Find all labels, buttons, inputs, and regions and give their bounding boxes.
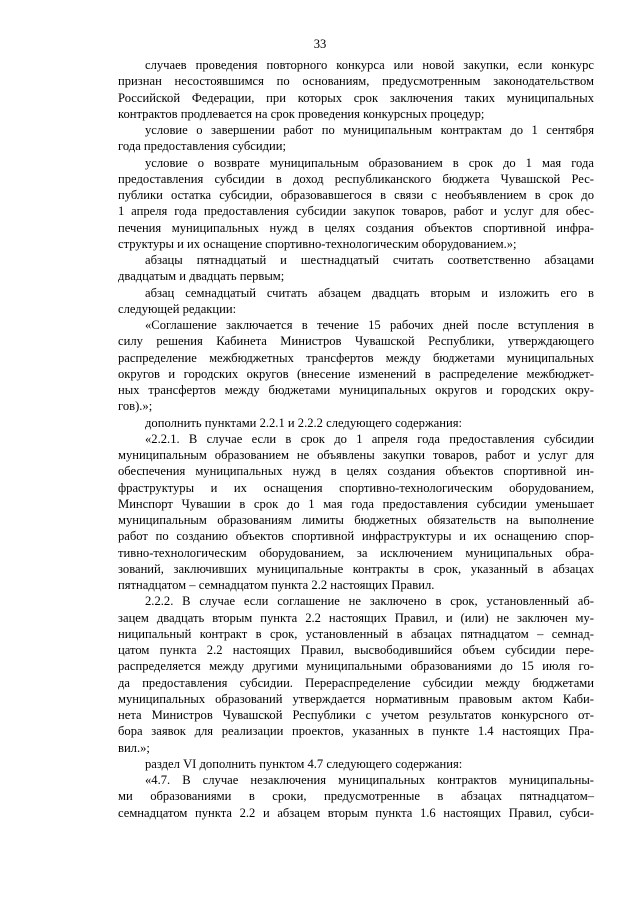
text-line: фраструктуры и их оснащения спортивно-технологическим оборудованием, <box>118 480 594 495</box>
text-line: муниципальных образований утверждается нормативным правовым актом Каби- <box>118 691 594 706</box>
text-line: зований, заключивших муниципальные контракты в срок, указанный в абзацах <box>118 561 594 576</box>
text-line: округов и городских округов (внесение изменений в распределение межбюджет- <box>118 366 594 381</box>
text-line: распределяется между другими муниципальными образованиями до 15 июля го- <box>118 659 594 674</box>
text-line: обеспечения муниципальных нужд в целях создания объектов спортивной ин- <box>118 464 594 479</box>
page-number: 33 <box>313 37 327 51</box>
text-line: ми образованиями в сроки, предусмотренные в абзацах пятнадцатом– <box>118 789 594 804</box>
text-line: муниципальным образованием не объявлены закупки товаров, работ и услуг для <box>118 448 594 462</box>
text-line: ных трансфертов между бюджетами муниципальных округов и городских окру- <box>118 383 594 397</box>
text-line: контрактов продлевается на срок проведения конкурсных процедур; <box>118 106 485 121</box>
text-line: зацем двадцать вторым пункта 2.2 настоящих Правил, и (или) не заключен му- <box>118 610 594 625</box>
text-line: абзац семнадцатый считать абзацем двадцать вторым и изложить его в <box>145 285 594 300</box>
text-line: силу решения Кабинета Министров Чувашской Республики, утверждающего <box>118 334 594 349</box>
text-line: цатом пункта 2.2 настоящих Правил, высвободившийся объем субсидии пере- <box>118 643 594 657</box>
text-line: публики остатка субсидии, образовавшегося в связи с необъявлением в срок до <box>118 188 594 202</box>
text-line: «Соглашение заключается в течение 15 рабочих дней после вступления в <box>145 318 594 332</box>
text-line: предоставления субсидии в доход республиканского бюджета Чувашской Рес- <box>118 171 594 186</box>
text-line: семнадцатом пункта 2.2 и абзацем вторым пункта 1.6 настоящих Правил, субси- <box>118 805 594 820</box>
text-line: ниципальный контракт в срок, установленный в абзацах пятнадцатом – семнад- <box>118 626 594 641</box>
text-line: года предоставления субсидии; <box>118 139 286 154</box>
text-line: дополнить пунктами 2.2.1 и 2.2.2 следующего содержания: <box>145 415 463 430</box>
text-line: структуры и их оснащение спортивно-технологическим оборудованием.»; <box>118 236 517 251</box>
text-line: вил.»; <box>118 740 150 755</box>
text-line: Минспорт Чувашии в срок до 1 мая года предоставления субсидии уменьшает <box>118 496 594 511</box>
text-line: двадцатым и двадцать первым; <box>118 269 285 284</box>
text-line: бора заявок для реализации проектов, указанных в пункте 1.4 настоящих Пра- <box>118 724 594 739</box>
text-line: 1 апреля года предоставления субсидии закупок товаров, работ и услуг для обес- <box>118 204 594 219</box>
text-line: пятнадцатом – семнадцатом пункта 2.2 настоящих Правил. <box>118 578 435 592</box>
text-line: Российской Федерации, при которых срок заключения таких муниципальных <box>118 90 594 105</box>
text-line: раздел VI дополнить пунктом 4.7 следующего содержания: <box>145 756 463 771</box>
text-line: гов).»; <box>118 399 153 414</box>
text-line: нета Министров Чувашской Республики с учетом результатов конкурсного от- <box>118 708 594 722</box>
text-line: «4.7. В случае незаключения муниципальных контрактов муниципальны- <box>145 773 594 787</box>
document-body <box>118 57 594 821</box>
text-line: тивно-технологическим оборудованием, за исключением муниципальных обра- <box>118 545 594 560</box>
text-line: условие о возврате муниципальным образованием в срок до 1 мая года <box>145 155 594 170</box>
text-line: случаев проведения повторного конкурса или новой закупки, если конкурс <box>145 58 594 72</box>
text-line: муниципальным образованиям лимиты бюджетных обязательств на выполнение <box>118 513 594 527</box>
text-line: работ по созданию объектов спортивной инфраструктуры и их оснащению спор- <box>118 529 594 544</box>
text-line: 2.2.2. В случае если соглашение не заключено в срок, установленный аб- <box>145 594 594 609</box>
text-line: да предоставления субсидии. Перераспределение субсидии между бюджетами <box>118 675 594 690</box>
text-line: «2.2.1. В случае если в срок до 1 апреля года предоставления субсидии <box>145 431 594 446</box>
text-line: признан несостоявшимся по основаниям, предусмотренным законодательством <box>118 74 594 89</box>
text-line: следующей редакции: <box>118 301 237 316</box>
text-line: печения муниципальных нужд в целях создания объектов спортивной инфра- <box>118 220 594 235</box>
text-line: абзацы пятнадцатый и шестнадцатый считать соответственно абзацами <box>145 253 594 267</box>
text-line: условие о завершении работ по муниципальным контрактам до 1 сентября <box>145 123 594 137</box>
text-line: распределение межбюджетных трансфертов между бюджетами муниципальных <box>118 350 594 365</box>
